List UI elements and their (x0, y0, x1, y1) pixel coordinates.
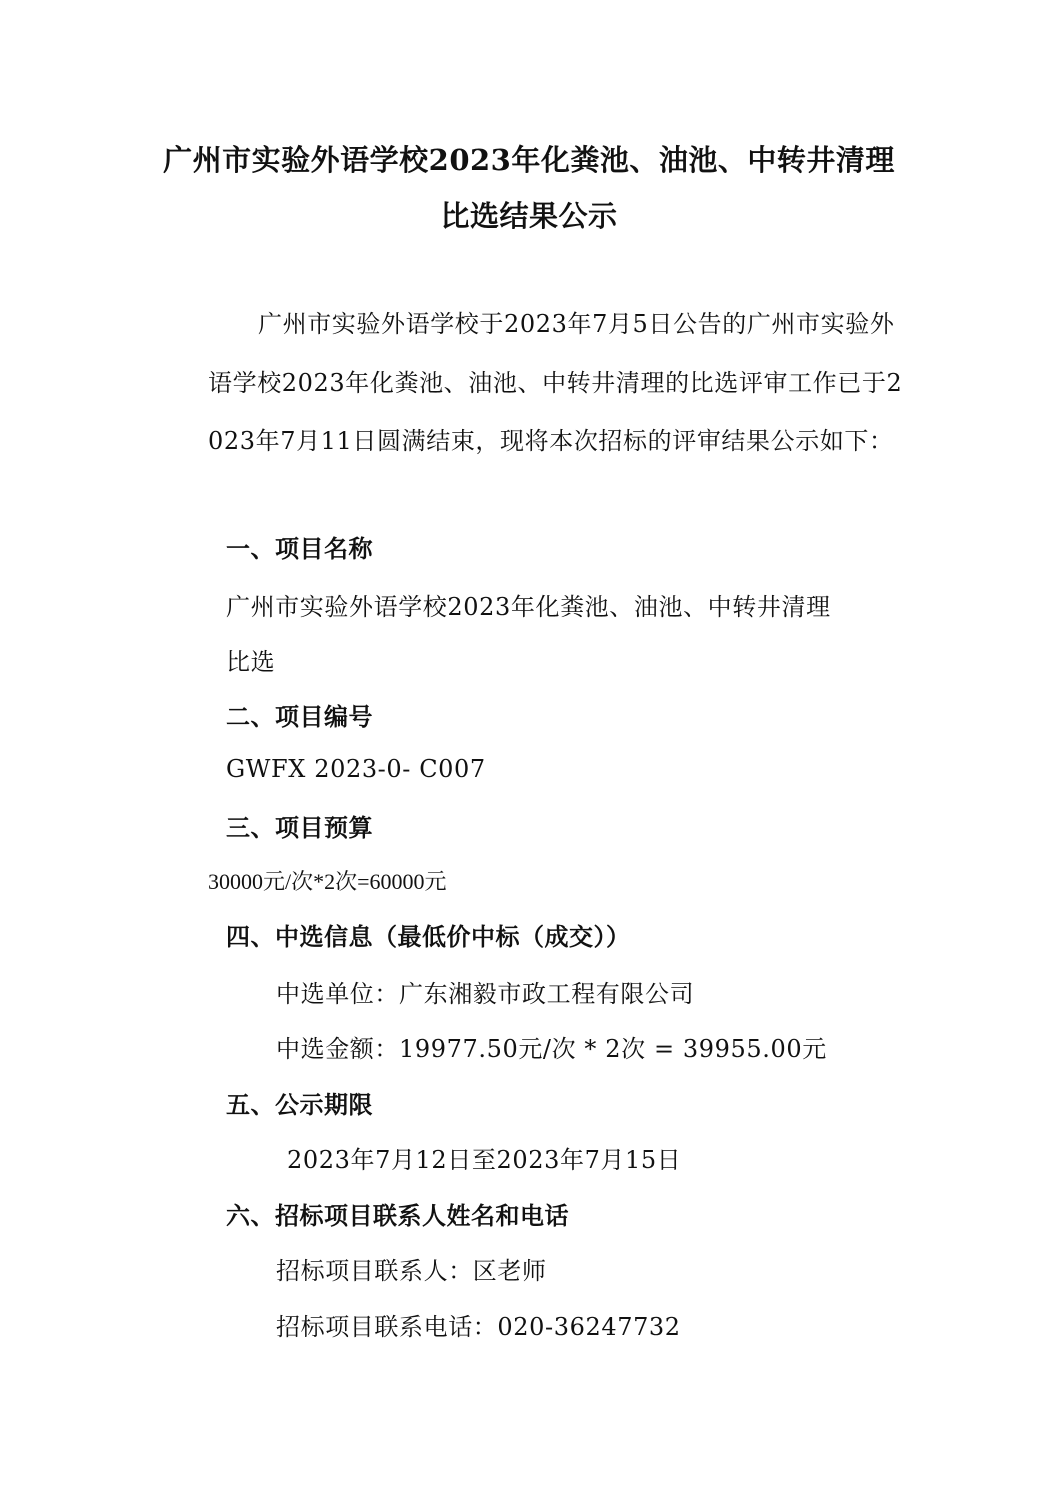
section-heading-notice-period: 五、公示期限 (226, 1091, 373, 1119)
section-heading-project-name: 一、项目名称 (226, 535, 373, 563)
contact-phone: 招标项目联系电话：020-36247732 (276, 1313, 681, 1341)
contact-person: 招标项目联系人：区老师 (276, 1257, 547, 1285)
selected-amount: 中选金额：19977.50元/次 * 2次 = 39955.00元 (276, 1035, 827, 1063)
section-heading-selection-info: 四、中选信息（最低价中标（成交）） (226, 923, 631, 951)
notice-period-value: 2023年7月12日至2023年7月15日 (287, 1146, 682, 1174)
project-name-line-1: 广州市实验外语学校2023年化粪池、油池、中转井清理 (226, 593, 831, 621)
budget-value: 30000元/次*2次=60000元 (208, 869, 447, 894)
project-name-line-2: 比选 (226, 648, 276, 676)
section-heading-project-number: 二、项目编号 (226, 703, 373, 731)
project-number-value: GWFX 2023-0- C007 (226, 755, 486, 783)
selected-company: 中选单位：广东湘毅市政工程有限公司 (276, 980, 695, 1008)
section-heading-contact: 六、招标项目联系人姓名和电话 (226, 1202, 569, 1230)
document-title-line-1: 广州市实验外语学校2023年化粪池、油池、中转井清理 (163, 143, 895, 177)
document-title-line-2: 比选结果公示 (440, 199, 618, 233)
intro-paragraph: 广州市实验外语学校于2023年7月5日公告的广州市实验外语学校2023年化粪池、油池、中转井清理的比选评审工作已于2023年7月11日圆满结束，现将本次招标的评审结果公示如下： (208, 310, 903, 455)
section-heading-budget: 三、项目预算 (226, 814, 373, 842)
